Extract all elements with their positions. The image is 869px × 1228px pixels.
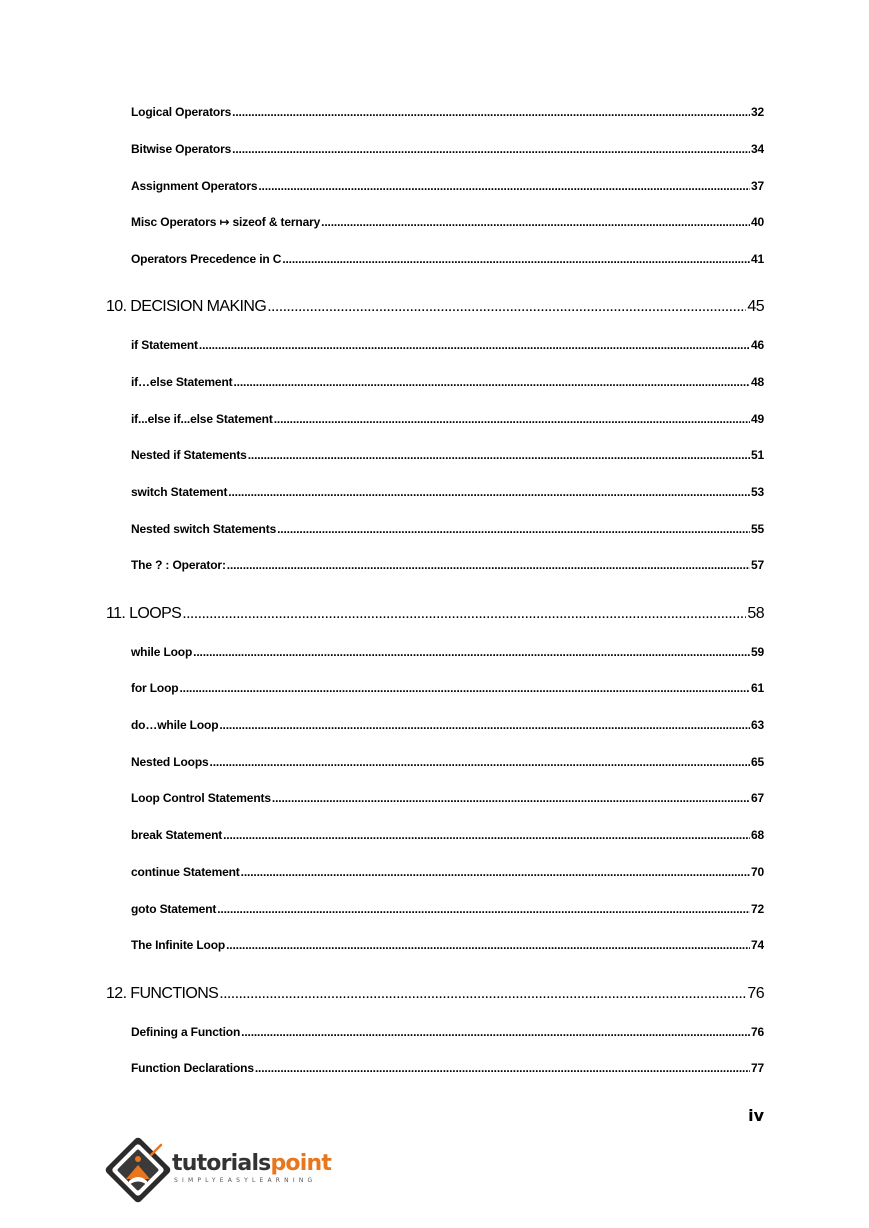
toc-entry-assignment-operators[interactable]: [131, 179, 764, 193]
toc-entry-label: Nested switch Statements: [131, 522, 277, 536]
logo-tagline: SIMPLYEASYLEARNING: [174, 1177, 317, 1184]
toc-entry-label: switch Statement: [131, 485, 228, 499]
toc-entry-label: if...else if...else Statement: [131, 412, 273, 426]
toc-chapter-page: 58: [747, 605, 764, 622]
toc-entry-do-while-loop[interactable]: [131, 718, 764, 732]
toc-entry-while-loop[interactable]: [131, 645, 764, 659]
toc-entry-page: 37: [750, 179, 764, 193]
toc-entry-logical-operators[interactable]: [131, 105, 764, 119]
toc-entry-label: Defining a Function: [131, 1025, 241, 1039]
toc-entry-page: 72: [750, 902, 764, 916]
toc-entry-nested-switch-statements[interactable]: [131, 522, 764, 536]
toc-entry-label: continue Statement: [131, 865, 240, 879]
toc-entry-if-else-statement[interactable]: [131, 375, 764, 389]
toc-entry-defining-a-function[interactable]: [131, 1025, 764, 1039]
toc-entry-continue-statement[interactable]: [131, 865, 764, 879]
toc-entry-label: Function Declarations: [131, 1061, 254, 1075]
page-number: iv: [748, 1106, 764, 1125]
toc-entry-label: The Infinite Loop: [131, 938, 226, 952]
toc-entry-page: 59: [750, 645, 764, 659]
toc-entry-for-loop[interactable]: [131, 681, 764, 695]
toc-entry-page: 74: [750, 938, 764, 952]
toc-entry-if-else-if-statement[interactable]: [131, 412, 764, 426]
toc-entry-break-statement[interactable]: [131, 828, 764, 842]
toc-entry-function-declarations[interactable]: [131, 1061, 764, 1075]
toc-entry-page: 65: [750, 755, 764, 769]
toc-entry-page: 70: [750, 865, 764, 879]
toc-entry-loop-control-statements[interactable]: [131, 791, 764, 805]
toc-entry-label: Assignment Operators: [131, 179, 258, 193]
toc-entry-ternary-operator[interactable]: [131, 558, 764, 572]
toc-entry-page: 34: [750, 142, 764, 156]
toc-entry-label: goto Statement: [131, 902, 217, 916]
toc-chapter-label: 10. DECISION MAKING: [106, 298, 267, 315]
toc-entry-label: do…while Loop: [131, 718, 219, 732]
toc-entry-page: 76: [750, 1025, 764, 1039]
toc-entry-label: Bitwise Operators: [131, 142, 232, 156]
toc-entry-label: Nested Loops: [131, 755, 209, 769]
toc-chapter-label: 11. LOOPS: [106, 605, 182, 622]
toc-entry-label: while Loop: [131, 645, 193, 659]
toc-entry-label: for Loop: [131, 681, 179, 695]
toc-entry-nested-if-statements[interactable]: [131, 448, 764, 462]
toc-entry-page: 48: [750, 375, 764, 389]
toc-entry-page: 46: [750, 338, 764, 352]
toc-entry-page: 77: [750, 1061, 764, 1075]
toc-chapter-functions[interactable]: [106, 985, 764, 1003]
toc-entry-page: 57: [750, 558, 764, 572]
toc-entry-label: if Statement: [131, 338, 198, 352]
toc-entry-label: The ? : Operator:: [131, 558, 226, 572]
toc-chapter-label: 12. FUNCTIONS: [106, 985, 219, 1002]
toc-entry-page: 51: [750, 448, 764, 462]
toc-chapter-loops[interactable]: [106, 605, 764, 623]
toc-entry-nested-loops[interactable]: [131, 755, 764, 769]
toc-entry-goto-statement[interactable]: [131, 902, 764, 916]
toc-entry-label: Logical Operators: [131, 105, 232, 119]
toc-entry-label: break Statement: [131, 828, 223, 842]
toc-entry-page: 53: [750, 485, 764, 499]
toc-entry-page: 49: [750, 412, 764, 426]
toc-entry-label: Loop Control Statements: [131, 791, 271, 805]
toc-entry-page: 67: [750, 791, 764, 805]
toc-entry-page: 55: [750, 522, 764, 536]
toc-entry-page: 68: [750, 828, 764, 842]
toc-chapter-decision-making[interactable]: [106, 298, 764, 316]
toc-entry-operators-precedence[interactable]: [131, 252, 764, 266]
toc-entry-label: Operators Precedence in C: [131, 252, 282, 266]
logo-wordmark: tutorialspoint: [172, 1151, 332, 1176]
toc-entry-page: 63: [750, 718, 764, 732]
toc-entry-label: Misc Operators ↦ sizeof & ternary: [131, 215, 321, 229]
toc-chapter-page: 76: [747, 985, 764, 1002]
toc-entry-if-statement[interactable]: [131, 338, 764, 352]
toc-entry-label: Nested if Statements: [131, 448, 247, 462]
toc-entry-bitwise-operators[interactable]: [131, 142, 764, 156]
toc-entry-label: if…else Statement: [131, 375, 233, 389]
toc-entry-infinite-loop[interactable]: [131, 938, 764, 952]
toc-entry-misc-operators[interactable]: [131, 215, 764, 229]
toc-entry-page: 41: [750, 252, 764, 266]
toc-entry-page: 40: [750, 215, 764, 229]
toc-entry-switch-statement[interactable]: [131, 485, 764, 499]
toc-entry-page: 32: [750, 105, 764, 119]
toc-chapter-page: 45: [747, 298, 764, 315]
toc-entry-page: 61: [750, 681, 764, 695]
